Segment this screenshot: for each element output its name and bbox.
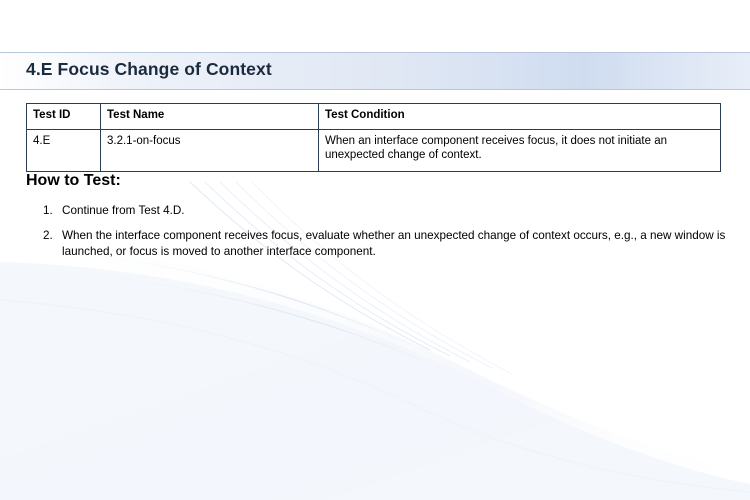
column-header-test-condition: Test Condition xyxy=(319,104,721,130)
how-to-test-steps xyxy=(26,203,746,268)
cell-test-id: 4.E xyxy=(27,130,101,172)
test-table xyxy=(26,103,721,172)
title-band-top-rule xyxy=(0,52,750,53)
table-header-row xyxy=(27,104,721,130)
how-to-test-heading: How to Test: xyxy=(26,172,121,189)
column-header-test-id: Test ID xyxy=(27,104,101,130)
cell-test-name: 3.2.1-on-focus xyxy=(101,130,319,172)
column-header-test-name: Test Name xyxy=(101,104,319,130)
table-row xyxy=(27,130,721,172)
page-title: 4.E Focus Change of Context xyxy=(26,59,272,79)
list-item: 2. When the interface component receives focus, evaluate whether an unexpected change of context occurs, e.g., a new window is launched, or focus is moved to another interface component. xyxy=(56,228,746,260)
cell-test-condition: When an interface component receives focus, it does not initiate an unexpected change of context. xyxy=(319,130,721,172)
title-band-bottom-rule xyxy=(0,89,750,90)
list-item: 1. Continue from Test 4.D. xyxy=(56,203,746,219)
